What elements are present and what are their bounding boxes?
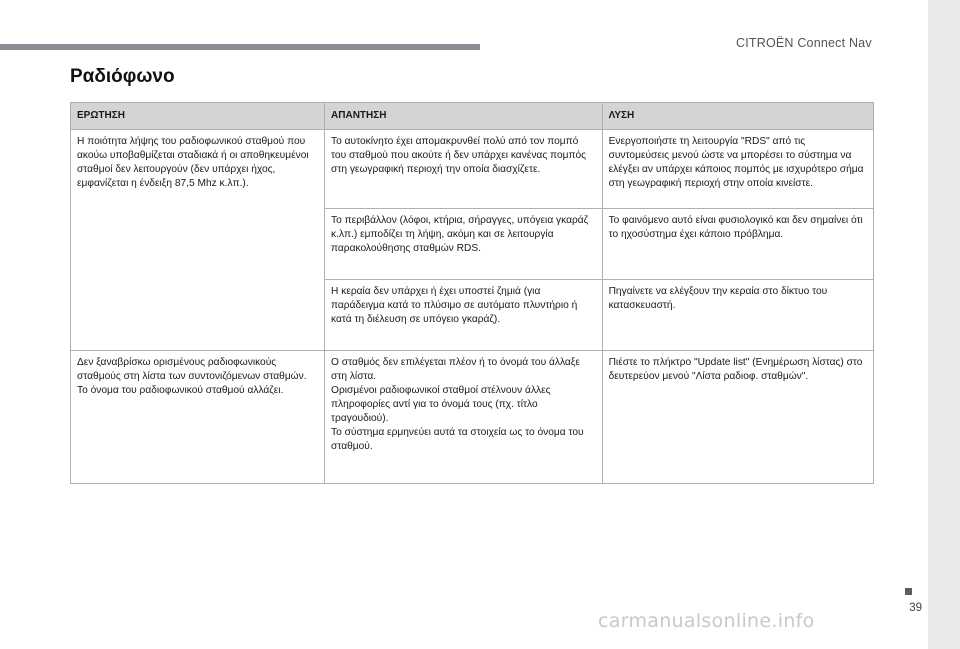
header-rule xyxy=(0,44,480,50)
solution-cell: Πιέστε το πλήκτρο "Update list" (Ενημέρωση λίστας) στο δευτερεύον μενού "Λίστα ραδιοφ. σταθμών". xyxy=(602,351,873,484)
page-marker xyxy=(905,588,912,595)
question-cell: Δεν ξαναβρίσκω ορισμένους ραδιοφωνικούς σταθμούς στη λίστα των συντονιζόμενων σταθμών. Το όνομα του ραδιοφωνικού σταθμού αλλάζει. xyxy=(71,351,325,484)
page-number: 39 xyxy=(909,602,922,614)
table-row xyxy=(71,130,874,209)
solution-cell: Το φαινόμενο αυτό είναι φυσιολογικό και δεν σημαίνει ότι το ηχοσύστημα έχει κάποιο πρόβλημα. xyxy=(602,209,873,280)
header-brand: CITROËN Connect Nav xyxy=(736,36,872,50)
answer-cell: Ο σταθμός δεν επιλέγεται πλέον ή το όνομά του άλλαξε στη λίστα. Ορισμένοι ραδιοφωνικοί σταθμοί στέλνουν άλλες πληροφορίες αντί για το όνομά τους (πχ. τίτλο τραγουδιού). Το σύστημα ερμηνεύει αυτά τα στοιχεία ως το όνομα του σταθμού. xyxy=(325,351,603,484)
faq-table xyxy=(70,102,874,484)
answer-cell: Το αυτοκίνητο έχει απομακρυνθεί πολύ από τον πομπό του σταθμού που ακούτε ή δεν υπάρχει κανένας πομπός στη γεωγραφική περιοχή την οποία διασχίζετε. xyxy=(325,130,603,209)
column-header-answer: ΑΠΑΝΤΗΣΗ xyxy=(325,103,603,130)
page-side-strip xyxy=(928,0,960,649)
question-cell: Η ποιότητα λήψης του ραδιοφωνικού σταθμού που ακούω υποβαθμίζεται σταδιακά ή οι αποθηκευμένοι σταθμοί δεν λειτουργούν (δεν υπάρχει ήχος, εμφανίζεται η ένδειξη 87,5 Mhz κ.λπ.). xyxy=(71,130,325,351)
table-row xyxy=(71,351,874,484)
page-title: Ραδιόφωνο xyxy=(70,66,175,87)
solution-cell: Πηγαίνετε να ελέγξουν την κεραία στο δίκτυο του κατασκευαστή. xyxy=(602,280,873,351)
watermark: carmanualsonline.info xyxy=(598,610,815,632)
column-header-solution: ΛΥΣΗ xyxy=(602,103,873,130)
column-header-question: ΕΡΩΤΗΣΗ xyxy=(71,103,325,130)
answer-cell: Η κεραία δεν υπάρχει ή έχει υποστεί ζημιά (για παράδειγμα κατά το πλύσιμο σε αυτόματο πλυντήριο ή κατά τη διέλευση σε υπόγειο γκαράζ). xyxy=(325,280,603,351)
answer-cell: Το περιβάλλον (λόφοι, κτήρια, σήραγγες, υπόγεια γκαράζ κ.λπ.) εμποδίζει τη λήψη, ακόμη και σε λειτουργία παρακολούθησης σταθμών RDS. xyxy=(325,209,603,280)
table-header-row xyxy=(71,103,874,130)
solution-cell: Ενεργοποιήστε τη λειτουργία "RDS" από τις συντομεύσεις μενού ώστε να μπορέσει το σύστημα να ελέγξει αν υπάρχει κάποιος πομπός με ισχυρότερο σήμα στη γεωγραφική περιοχή στην οποία κινείστε. xyxy=(602,130,873,209)
